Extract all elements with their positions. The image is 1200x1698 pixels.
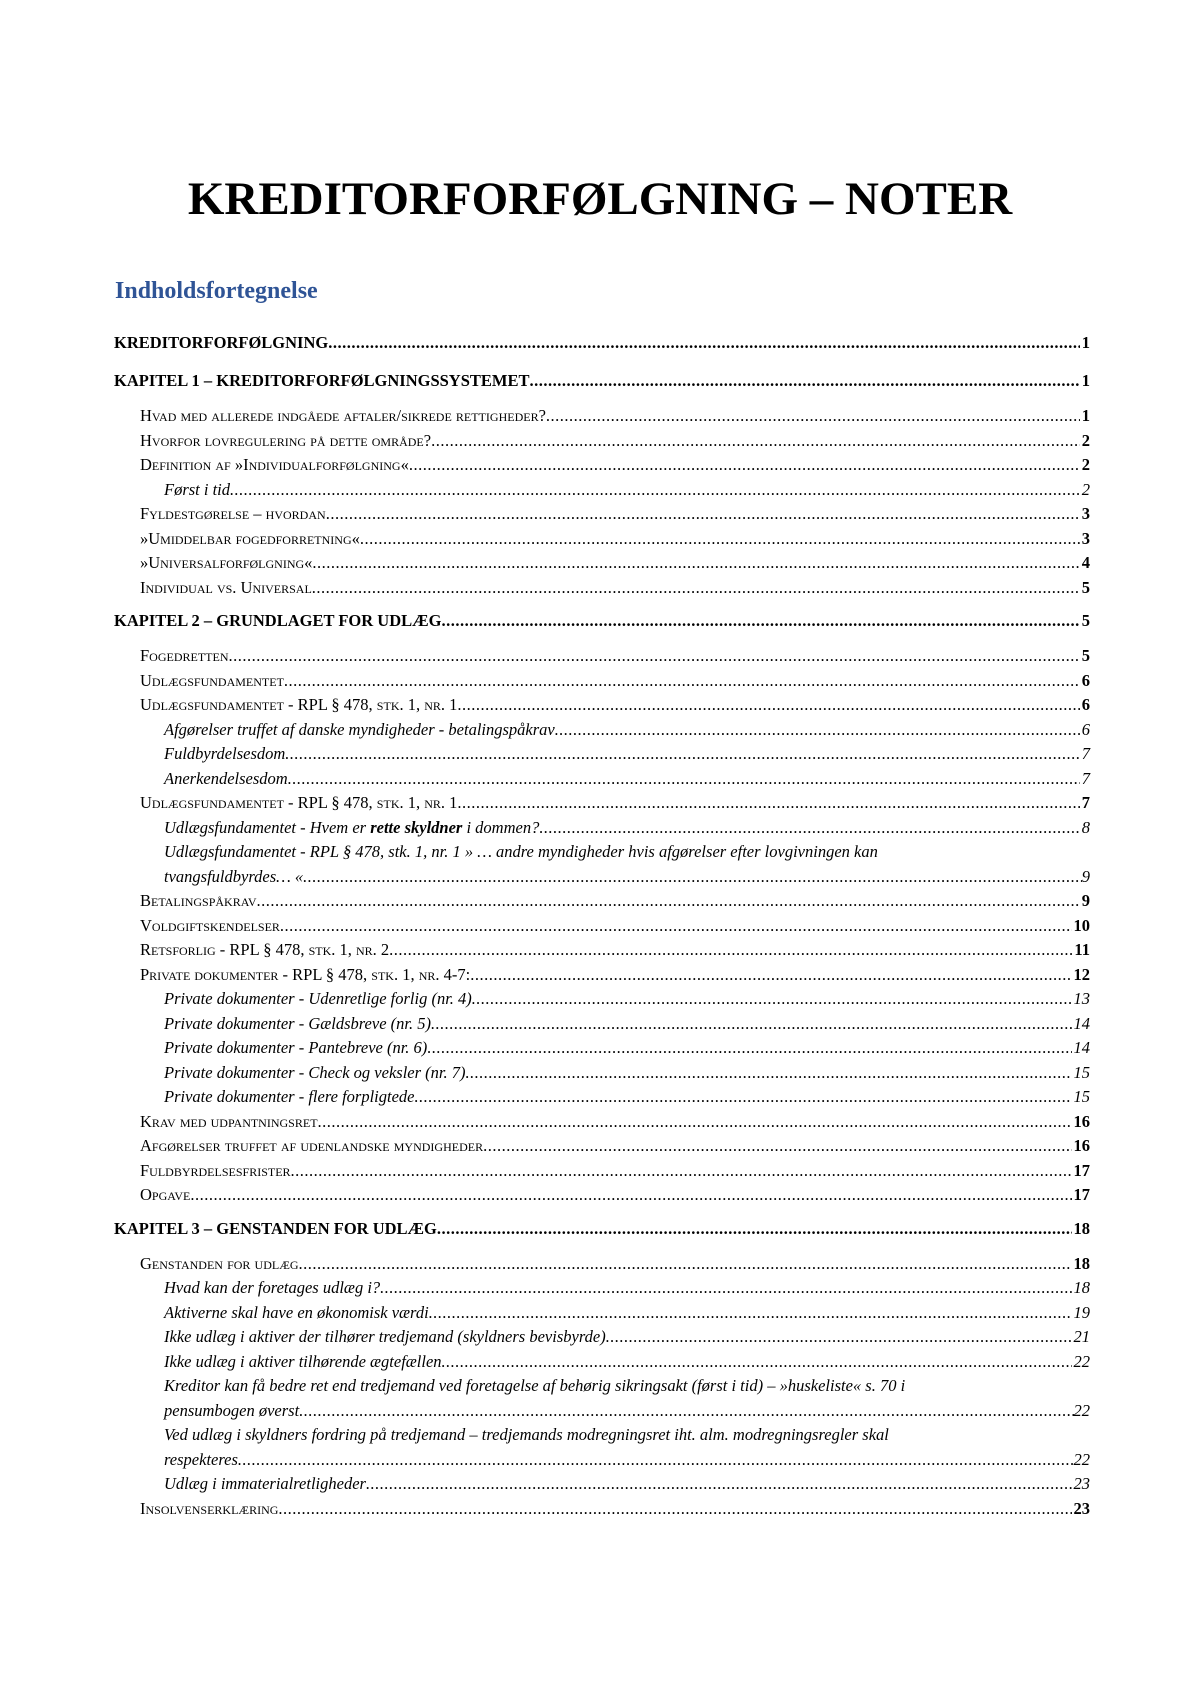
- toc-entry-label: Først i tid: [164, 479, 231, 499]
- toc-page-number: 22: [1073, 1351, 1090, 1371]
- toc-page-number: 1: [1081, 371, 1090, 390]
- toc-leader-dots: [299, 1399, 1073, 1424]
- toc-leader-dots: [431, 1012, 1072, 1037]
- toc-page-number: 12: [1073, 964, 1090, 984]
- toc-entry-label: KAPITEL 1 – KREDITORFORFØLGNINGSSYSTEMET: [114, 371, 530, 390]
- toc-entry-label: KREDITORFORFØLGNING: [114, 333, 329, 352]
- toc-page-number: 16: [1073, 1111, 1090, 1131]
- toc-entry-section[interactable]: [114, 527, 1090, 552]
- toc-entry-label: Ikke udlæg i aktiver der tilhører tredjemand (skyldners bevisbyrde): [164, 1327, 606, 1346]
- toc-entry-section[interactable]: [114, 669, 1090, 694]
- toc-leader-dots: [442, 1350, 1072, 1375]
- toc-page-number: 10: [1073, 915, 1090, 935]
- toc-page-number: 1: [1081, 333, 1090, 352]
- toc-entry-subsection[interactable]: [114, 1325, 1090, 1350]
- toc-page-number: 6: [1081, 670, 1090, 690]
- toc-entry-label: Insolvenserklæring: [140, 1498, 279, 1518]
- toc-page-number: 22: [1073, 1449, 1090, 1469]
- document-title: KREDITORFORFØLGNING – NOTER: [187, 173, 1013, 225]
- toc-leader-dots: [457, 693, 1079, 718]
- toc-leader-dots: [238, 1448, 1074, 1473]
- toc-entry-label: Voldgiftskendelser: [140, 915, 280, 935]
- toc-page-number: 2: [1081, 430, 1090, 450]
- toc-leader-dots: [360, 527, 1080, 552]
- toc-entry-label-line2: respekteres: [164, 1449, 238, 1469]
- toc-entry-label: Retsforlig - RPL § 478, stk. 1, nr. 2: [140, 940, 390, 959]
- toc-entry-label: Hvorfor lovregulering på dette område?: [140, 430, 432, 450]
- toc-entry-section[interactable]: [114, 1110, 1090, 1135]
- toc-entry-label: Aktiverne skal have en økonomisk værdi: [164, 1302, 429, 1322]
- toc-leader-dots: [409, 453, 1080, 478]
- toc-leader-dots: [291, 1159, 1072, 1184]
- toc-page-number: 18: [1073, 1253, 1090, 1273]
- toc-page-number: 5: [1081, 646, 1090, 665]
- toc-entry-label: Private dokumenter - Udenretlige forlig (nr. 4): [164, 989, 472, 1008]
- toc-entry-label: Fogedretten: [140, 646, 229, 665]
- toc-entry-label: Udlægsfundamentet - RPL § 478, stk. 1, nr. 1: [140, 793, 458, 812]
- toc-entry-section[interactable]: [114, 963, 1090, 988]
- toc-entry-subsection[interactable]: [114, 1350, 1090, 1375]
- toc-entry-section[interactable]: [114, 644, 1090, 669]
- toc-page-number: 7: [1081, 744, 1090, 763]
- toc-entry-label: Private dokumenter - Gældsbreve (nr. 5): [164, 1013, 431, 1033]
- toc-entry-label: Definition af »Individualforfølgning«: [140, 455, 409, 474]
- toc-leader-dots: [280, 914, 1072, 939]
- toc-entry-section[interactable]: [114, 404, 1090, 429]
- toc-leader-dots: [380, 1276, 1071, 1301]
- toc-entry-label: »Umiddelbar fogedforretning«: [140, 528, 360, 548]
- toc-entry-label: Opgave: [140, 1185, 191, 1204]
- toc-entry-section[interactable]: [114, 1252, 1090, 1277]
- toc-page-number: 22: [1073, 1400, 1090, 1420]
- toc-leader-dots: [437, 1212, 1072, 1246]
- toc-leader-dots: [285, 742, 1079, 767]
- toc-entry-label-part: i dommen?: [462, 817, 540, 837]
- toc-entry-label: Private dokumenter - Check og veksler (nr. 7): [164, 1062, 466, 1082]
- toc-page-number: 13: [1073, 989, 1090, 1008]
- toc-page-number: 15: [1073, 1062, 1090, 1082]
- toc-entry-section[interactable]: [114, 693, 1090, 718]
- toc-entry-label: Genstanden for udlæg: [140, 1253, 299, 1273]
- toc-entry-label-line1: Udlægsfundamentet - RPL § 478, stk. 1, nr. 1 » … andre myndigheder hvis afgørelser efter lovgivningen kan: [164, 842, 878, 861]
- toc-leader-dots: [312, 576, 1080, 601]
- toc-page-number: 11: [1074, 940, 1090, 959]
- toc-leader-dots: [230, 478, 1080, 503]
- toc-entry-label: Afgørelser truffet af udenlandske myndigheder: [140, 1136, 484, 1155]
- toc-entry-section[interactable]: [114, 889, 1090, 914]
- toc-entry-subsection[interactable]: [114, 742, 1090, 767]
- toc-leader-dots: [328, 326, 1080, 360]
- toc-page-number: 2: [1081, 479, 1090, 499]
- toc-entry-section[interactable]: [114, 1183, 1090, 1208]
- toc-entry-label: Anerkendelsesdom: [164, 768, 288, 788]
- toc-entry-kapitel-3[interactable]: [114, 1212, 1090, 1246]
- toc-entry-label: Individual vs. Universal: [140, 577, 312, 597]
- toc-entry-label: [164, 816, 539, 841]
- toc-leader-dots: [431, 429, 1080, 454]
- toc-leader-dots: [190, 1183, 1071, 1208]
- toc-page-number: 6: [1081, 719, 1090, 739]
- toc-entry-section[interactable]: [114, 1497, 1090, 1522]
- toc-page-number: 18: [1073, 1278, 1090, 1297]
- toc-entry-kreditorforfolgning[interactable]: [114, 326, 1090, 360]
- toc-leader-dots: [606, 1325, 1072, 1350]
- toc-leader-dots: [299, 1252, 1072, 1277]
- toc-entry-section[interactable]: [114, 914, 1090, 939]
- toc-entry-subsection[interactable]: [114, 478, 1090, 503]
- toc-page-number: 2: [1081, 455, 1090, 474]
- toc-leader-dots: [441, 604, 1079, 638]
- toc-entry-label: Hvad kan der foretages udlæg i?: [164, 1278, 381, 1297]
- toc-page-number: 23: [1073, 1474, 1090, 1493]
- toc-entry-label-line2: pensumbogen øverst: [164, 1400, 300, 1420]
- toc-page-number: 23: [1073, 1498, 1090, 1518]
- toc-leader-dots: [389, 938, 1072, 963]
- toc-entry-label-line1: Ved udlæg i skyldners fordring på tredjemand – tredjemands modregningsret iht. alm. modregningsregler skal: [164, 1425, 889, 1444]
- toc-page-number: 5: [1081, 577, 1090, 597]
- toc-page-number: 17: [1073, 1160, 1090, 1180]
- toc-entry-label: Private dokumenter - Pantebreve (nr. 6): [164, 1038, 428, 1057]
- toc-leader-dots: [483, 1134, 1071, 1159]
- toc-entry-label: Udlægsfundamentet - RPL § 478, stk. 1, nr. 1: [140, 695, 458, 714]
- toc-entry-section[interactable]: [114, 551, 1090, 576]
- toc-heading: Indholdsfortegnelse: [115, 278, 318, 304]
- toc-leader-dots: [303, 865, 1082, 890]
- toc-page-number: 18: [1073, 1218, 1090, 1238]
- table-of-contents: [114, 326, 1090, 1521]
- toc-entry-section[interactable]: [114, 791, 1090, 816]
- toc-page-number: 17: [1073, 1185, 1090, 1204]
- toc-page-number: 1: [1081, 406, 1090, 425]
- toc-page-number: 19: [1073, 1302, 1090, 1322]
- toc-leader-dots: [457, 791, 1079, 816]
- toc-leader-dots: [414, 1085, 1071, 1110]
- toc-entry-label: Afgørelser truffet af danske myndigheder - betalingspåkrav: [164, 719, 555, 739]
- toc-page-number: 16: [1073, 1136, 1090, 1155]
- toc-entry-subsection[interactable]: [114, 1301, 1090, 1326]
- toc-page-number: 15: [1073, 1087, 1090, 1106]
- toc-leader-dots: [278, 1497, 1071, 1522]
- toc-page-number: 14: [1073, 1038, 1090, 1057]
- toc-page-number: 3: [1081, 504, 1090, 523]
- toc-entry-subsection[interactable]: [114, 718, 1090, 743]
- toc-leader-dots: [318, 1110, 1072, 1135]
- toc-page-number: 9: [1081, 866, 1090, 886]
- toc-page-number: 7: [1081, 768, 1090, 788]
- toc-entry-kapitel-1[interactable]: [114, 364, 1090, 398]
- toc-entry-label: Udlægsfundamentet: [140, 670, 284, 690]
- toc-entry-section[interactable]: [114, 1134, 1090, 1159]
- toc-leader-dots: [257, 889, 1080, 914]
- toc-entry-label: Hvad med allerede indgåede aftaler/sikrede rettigheder?: [140, 406, 546, 425]
- toc-entry-subsection[interactable]: [114, 1085, 1090, 1110]
- toc-page-number: 14: [1073, 1013, 1090, 1033]
- toc-entry-label: Fyldestgørelse – hvordan: [140, 504, 326, 523]
- toc-entry-section[interactable]: [114, 576, 1090, 601]
- toc-entry-subsection[interactable]: [114, 767, 1090, 792]
- toc-leader-dots: [288, 767, 1080, 792]
- toc-page-number: 7: [1081, 793, 1090, 812]
- toc-entry-subsection[interactable]: [114, 1276, 1090, 1301]
- toc-page-number: 8: [1081, 817, 1090, 837]
- toc-entry-section[interactable]: [114, 938, 1090, 963]
- toc-entry-label: »Universalforfølgning«: [140, 553, 313, 572]
- toc-leader-dots: [539, 816, 1079, 841]
- toc-page-number: 9: [1081, 891, 1090, 910]
- toc-page-number: 6: [1081, 695, 1090, 714]
- toc-entry-label: Fuldbyrdelsesfrister: [140, 1160, 291, 1180]
- toc-leader-dots: [366, 1472, 1072, 1497]
- toc-entry-section[interactable]: [114, 453, 1090, 478]
- toc-leader-dots: [427, 1036, 1071, 1061]
- toc-leader-dots: [284, 669, 1080, 694]
- toc-entry-subsection[interactable]: [114, 1472, 1090, 1497]
- toc-entry-label-line2: tvangsfuldbyrdes… «: [164, 866, 304, 886]
- toc-entry-label: Ikke udlæg i aktiver tilhørende ægtefællen: [164, 1351, 442, 1371]
- toc-entry-label: KAPITEL 2 – GRUNDLAGET FOR UDLÆG: [114, 611, 442, 630]
- toc-entry-section[interactable]: [114, 1159, 1090, 1184]
- toc-leader-dots: [229, 644, 1080, 669]
- toc-entry-label: Private dokumenter - flere forpligtede: [164, 1087, 415, 1106]
- toc-entry-label: Betalingspåkrav: [140, 891, 257, 910]
- toc-entry-section[interactable]: [114, 502, 1090, 527]
- toc-entry-label-emphasis: rette skyldner: [370, 817, 463, 837]
- toc-leader-dots: [546, 404, 1080, 429]
- toc-leader-dots: [429, 1301, 1072, 1326]
- toc-entry-label: Private dokumenter - RPL § 478, stk. 1, nr. 4-7:: [140, 964, 471, 984]
- toc-entry-label: Krav med udpantningsret: [140, 1111, 318, 1131]
- toc-leader-dots: [530, 364, 1080, 398]
- toc-page-number: 5: [1081, 611, 1090, 630]
- toc-page-number: 21: [1073, 1327, 1090, 1346]
- toc-entry-kapitel-2[interactable]: [114, 604, 1090, 638]
- toc-leader-dots: [470, 963, 1071, 988]
- toc-entry-subsection[interactable]: [114, 987, 1090, 1012]
- toc-page-number: 3: [1081, 528, 1090, 548]
- toc-entry-label: Udlæg i immaterialretligheder: [164, 1474, 366, 1493]
- toc-entry-subsection-wrapped[interactable]: [114, 1423, 1090, 1472]
- toc-leader-dots: [555, 718, 1080, 743]
- toc-entry-label-part: Udlægsfundamentet - Hvem er: [164, 817, 371, 837]
- toc-entry-label-line1: Kreditor kan få bedre ret end tredjemand ved foretagelse af behørig sikringsakt (først i tid) – »huskeliste« s. 70 i: [164, 1376, 906, 1395]
- toc-entry-subsection[interactable]: [114, 1036, 1090, 1061]
- toc-leader-dots: [465, 1061, 1071, 1086]
- toc-entry-subsection[interactable]: [114, 816, 1090, 841]
- toc-leader-dots: [472, 987, 1072, 1012]
- toc-leader-dots: [312, 551, 1079, 576]
- toc-entry-subsection[interactable]: [114, 1061, 1090, 1086]
- toc-page-number: 4: [1081, 553, 1090, 572]
- toc-entry-subsection[interactable]: [114, 1012, 1090, 1037]
- toc-entry-section[interactable]: [114, 429, 1090, 454]
- toc-entry-label: KAPITEL 3 – GENSTANDEN FOR UDLÆG: [114, 1218, 437, 1238]
- toc-entry-subsection-wrapped[interactable]: [114, 840, 1090, 889]
- toc-leader-dots: [326, 502, 1080, 527]
- toc-entry-subsection-wrapped[interactable]: [114, 1374, 1090, 1423]
- toc-entry-label: Fuldbyrdelsesdom: [164, 744, 286, 763]
